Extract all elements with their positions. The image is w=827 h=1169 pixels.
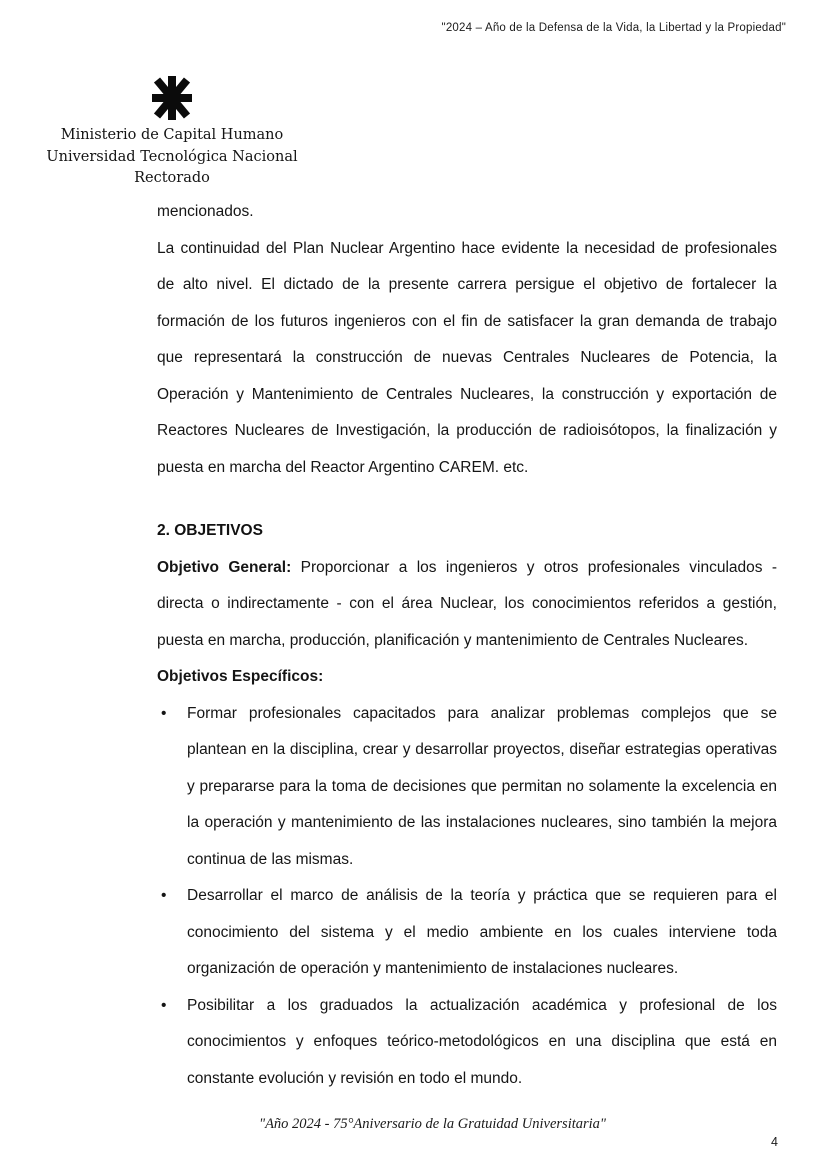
paragraph-fragment: mencionados. [157,203,254,220]
bullet-text: Desarrollar el marco de análisis de la teoría y práctica que se requieren para el conocimiento del sistema y el medio ambiente en los cuales interviene toda organización de operación y mantenimiento de instalaciones nucleares. [187,887,777,977]
letterhead-line-rectorado: Rectorado [134,170,210,186]
paragraph-objetivo-general [157,550,777,660]
objetivos-especificos-list [157,696,777,1098]
section-heading-objetivos: 2. OBJETIVOS [157,522,263,539]
list-item [157,878,777,988]
letterhead [32,76,312,190]
objetivo-general-label: Objetivo General: [157,558,292,576]
document-body [157,194,777,1097]
bullet-icon: • [161,996,167,1014]
bullet-text: Formar profesionales capacitados para analizar problemas complejos que se plantean en la disciplina, crear y desarrollar proyectos, diseñar estrategias operativas y prepararse para la toma de decisiones que permitan no solamente la excelencia en la operación y mantenimiento de las instalaciones nucleares, sino también la mejora continua de las mismas. [187,704,777,868]
list-item [157,988,777,1098]
objetivos-especificos-label: Objetivos Específicos: [157,668,324,685]
footer-motto: "Año 2024 - 75°Aniversario de la Gratuidad Universitaria" [258,1116,607,1132]
bullet-text: Posibilitar a los graduados la actualización académica y profesional de los conocimientos y enfoques teórico-metodológicos en una disciplina que está en constante evolución y revisión en todo el mundo. [187,996,777,1087]
header-year-quote: "2024 – Año de la Defensa de la Vida, la Libertad y la Propiedad" [441,22,786,34]
page-number: 4 [771,1135,778,1149]
objetivo-general-text: Proporcionar a los ingenieros y otros profesionales vinculados - directa o indirectamente - con el área Nuclear, los conocimientos referidos a gestión, puesta en marcha, producción, planificación y mantenimiento de Centrales Nucleares. [157,558,778,649]
list-item [157,696,777,879]
bullet-icon: • [161,887,167,904]
bullet-icon: • [161,704,167,722]
letterhead-line-ministerio: Ministerio de Capital Humano [60,127,284,143]
paragraph-plan-nuclear: La continuidad del Plan Nuclear Argentino hace evidente la necesidad de profesionales de alto nivel. El dictado de la presente carrera persigue el objetivo de fortalecer la formación de los futuros ingenieros con el fin de satisfacer la gran demanda de trabajo que representará la construcción de nuevas Centrales Nucleares de Potencia, la Operación y Mantenimiento de Centrales Nucleares, la construcción y exportación de Reactores Nucleares de Investigación, la producción de radioisótopos, la finalización y puesta en marcha del Reactor Argentino CAREM. etc. [157,239,777,476]
utn-logo-icon [152,76,192,120]
letterhead-line-universidad: Universidad Tecnológica Nacional [46,148,298,165]
